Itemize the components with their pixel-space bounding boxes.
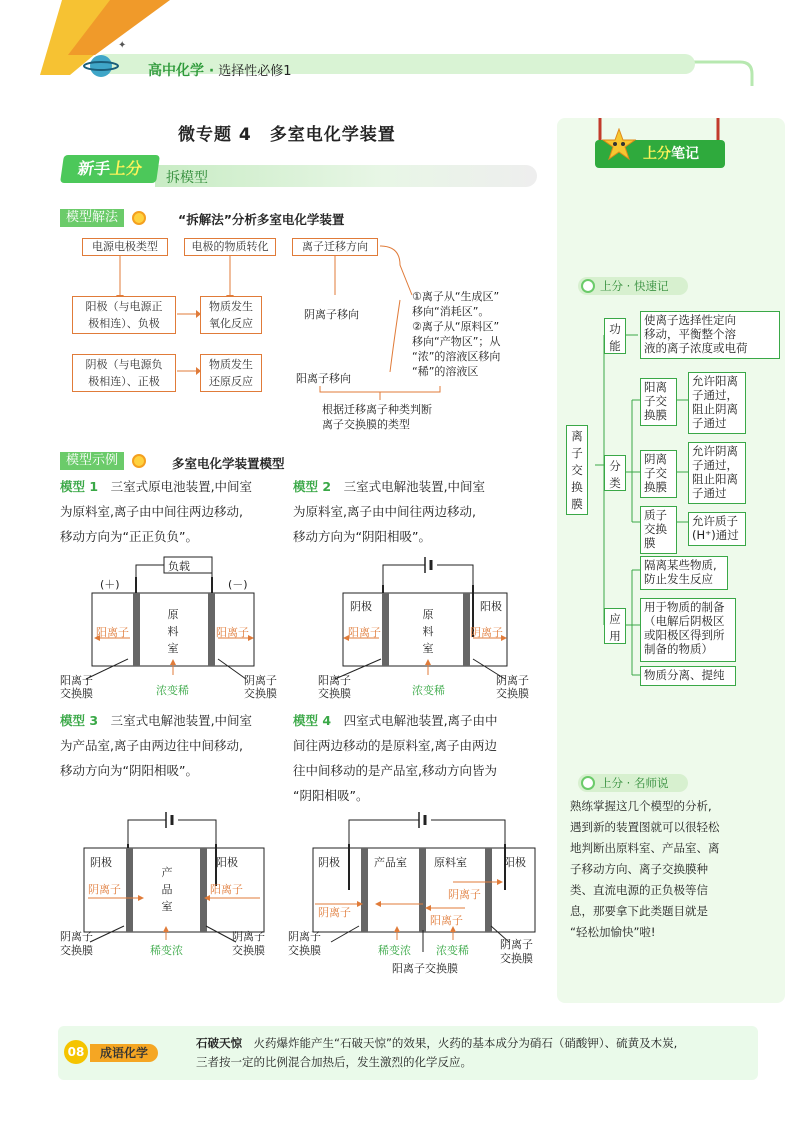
method-tag: 模型解法 [60,209,124,227]
d3-right-membrane: 阴离子 交换膜 [232,930,265,957]
tree-type-cation: 阳离 子交 换膜 [640,378,677,426]
d2-left-membrane: 阳离子 交换膜 [318,674,351,700]
d1-right-membrane: 阴离子 交换膜 [244,674,277,700]
tree-type-anion-desc: 允许阴离 子通过， 阻止阳离 子通过 [688,442,746,504]
teacher-note-pill: 上分 · 名师说 [578,774,688,792]
membrane-conclusion: 根据迁移离子种类判断 离子交换膜的类型 [322,403,432,431]
d4-cathode: 阴极 [318,856,340,869]
d4-left-membrane: 阴离子 交换膜 [288,930,321,957]
d2-anode: 阳极 [480,600,502,613]
teacher-note-text: 熟练掌握这几个模型的分析, 遇到新的装置图就可以很轻松 地判断出原料室、产品室、离 子移动方向、离子交换膜种 类、直流电源的正负极等信 息，那要拿下此类题目就是 “轻松加愉快”啦! [570,799,720,939]
d2-bottom: 浓变稀 [412,684,445,697]
model-2-text: 模型 2 三室式电解池装置,中间室 为原料室,离子由中间往两边移动, 移动方向为“阴阳相吸”。 [293,479,486,544]
sun-icon [132,454,146,468]
d3-right-ion: 阳离子 [210,883,243,896]
method-heading: “拆解法”分析多室电化学装置 [178,212,345,227]
cation-move-label: 阳离子移向 [296,372,351,385]
d1-plus: (＋) [100,578,120,591]
d3-room: 产 品 室 [161,866,173,913]
examples-tag: 模型示例 [60,452,124,470]
d4-ion-a: 阴离子 [448,888,481,901]
flow-box-transform: 电极的物质转化 [184,238,276,256]
examples-heading: 多室电化学装置模型 [172,456,285,471]
d4-raw-room: 原料室 [434,856,467,869]
d3-left-ion: 阴离子 [88,883,121,896]
flow-box-reduction: 物质发生 还原反应 [200,354,262,392]
d2-left-ion: 阳离子 [348,626,381,639]
d3-anode: 阳极 [216,856,238,869]
d4-right-membrane: 阴离子 交换膜 [500,938,533,965]
flow-box-anode: 阳极（与电源正 极相连）、负极 [72,296,176,334]
tree-function-desc: 使离子选择性定向 移动，平衡整个溶 液的离子浓度或电荷 [640,311,780,359]
anion-move-label: 阴离子移向 [304,308,359,321]
migration-notes: ①离子从“生成区” 移向“消耗区”。 ②离子从“原料区” 移向“产物区”；从 “浓”的溶液区移向 “稀”的溶液区 [412,290,501,378]
page-number: 08 [64,1040,88,1064]
tree-app-isolate: 隔离某些物质, 防止发生反应 [640,556,728,590]
d4-bottom-a: 稀变浓 [378,944,411,957]
d3-left-membrane: 阴离子 交换膜 [60,930,93,957]
star-mascot-icon [602,128,636,164]
svg-text:✦: ✦ [118,40,127,51]
model-3-text: 模型 3 三室式电解池装置,中间室 为产品室,离子由两边往中间移动, 移动方向为“阴阳相吸”。 [60,713,253,778]
d4-ion-c: 阳离子 [430,914,463,927]
d4-anode: 阳极 [504,856,526,869]
tree-app-separate: 物质分离、提纯 [640,666,736,686]
d1-left-ion: 阳离子 [96,626,129,639]
tree-type-cation-desc: 允许阳离 子通过， 阻止阴离 子通过 [688,372,746,434]
d2-cathode: 阴极 [350,600,372,613]
tree-application: 应用 [604,608,626,644]
flow-box-power: 电源电极类型 [82,238,168,256]
section-subtitle: 拆模型 [166,170,208,186]
footer-tag: 成语化学 [90,1044,158,1062]
d4-ion-d: 阴离子 [318,906,351,919]
page-title: 微专题 4 多室电化学装置 [178,125,396,145]
tree-type-proton: 质子 交换 膜 [640,506,677,554]
d1-load: 负载 [168,560,190,573]
section-badge: 新手上分 [60,155,160,183]
d3-bottom: 稀变浓 [150,944,183,957]
d4-mid-membrane: 阳离子交换膜 [392,962,458,975]
d1-right-ion: 阳离子 [216,626,249,639]
sidebar-title: 上分笔记 [595,140,725,168]
tree-type-anion: 阴离 子交 换膜 [640,450,677,498]
tree-app-prepare: 用于物质的制备 （电解后阴极区 或阳极区得到所 制备的物质） [640,598,736,662]
header-title: 高中化学 · 选择性必修1 [148,63,292,79]
d3-cathode: 阴极 [90,856,112,869]
quick-note-pill: 上分 · 快速记 [578,277,688,295]
d1-room: 原 料 室 [167,608,179,655]
d2-room: 原 料 室 [422,608,434,655]
flow-box-oxidation: 物质发生 氧化反应 [200,296,262,334]
d4-product-room: 产品室 [374,856,407,869]
d4-bottom-b: 浓变稀 [436,944,469,957]
footer-text: 石破天惊 火药爆炸能产生“石破天惊”的效果，火药的基本成分为硝石（硝酸钾）、硫黄及木炭, 三者按一定的比例混合加热后，发生激烈的化学反应。 [196,1036,678,1069]
tree-root: 离子交换膜 [566,425,588,515]
tree-function: 功能 [604,318,626,354]
d2-right-ion: 阴离子 [470,626,503,639]
tree-type-proton-desc: 允许质子 (H⁺)通过 [688,512,746,546]
model-4-text: 模型 4 四室式电解池装置,离子由中 间往两边移动的是原料室,离子由两边 往中间移动的是产品室,移动方向皆为 “阴阳相吸”。 [293,713,498,803]
flow-box-cathode: 阴极（与电源负 极相连）、正极 [72,354,176,392]
d1-minus: (－) [228,578,248,591]
d1-left-membrane: 阳离子 交换膜 [60,674,93,700]
flow-box-migration: 离子迁移方向 [292,238,378,256]
tree-category: 分类 [604,455,626,491]
d1-bottom: 浓变稀 [156,684,189,697]
d2-right-membrane: 阴离子 交换膜 [496,674,529,700]
model-1-text: 模型 1 三室式原电池装置,中间室 为原料室,离子由中间往两边移动, 移动方向为“正正负负”。 [60,479,253,544]
